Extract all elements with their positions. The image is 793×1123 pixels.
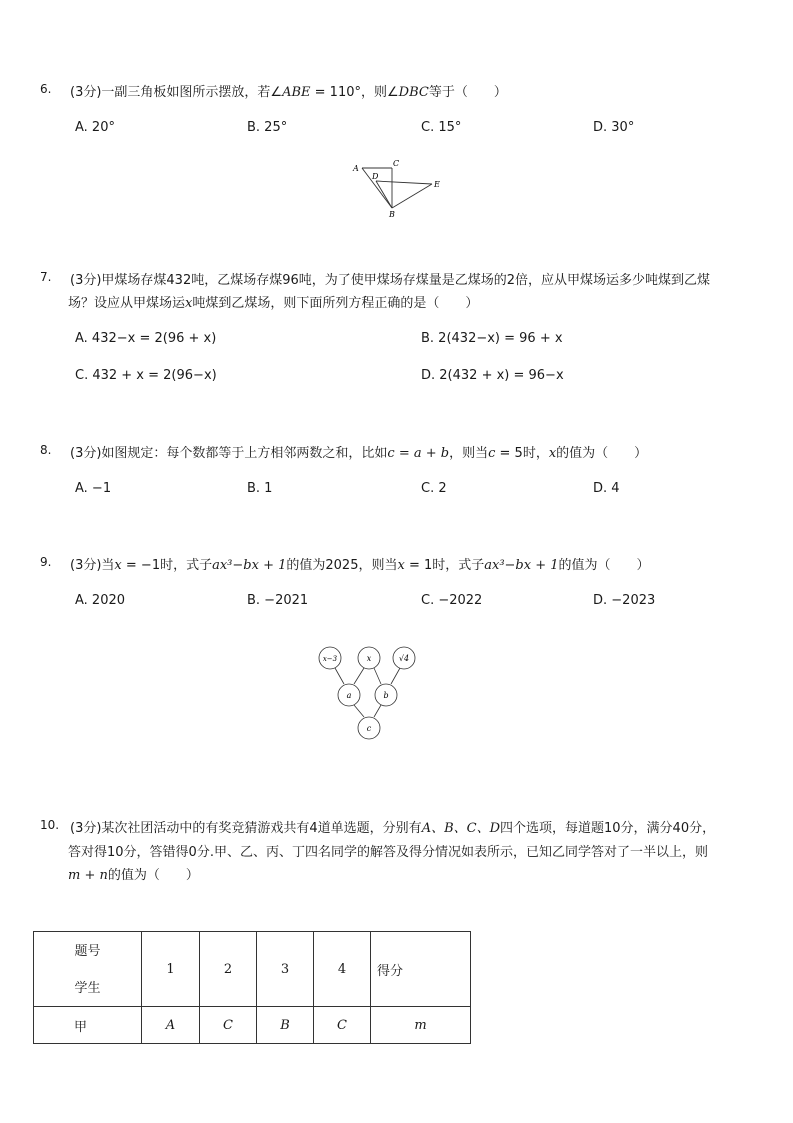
q6-triangle-figure (346, 155, 446, 221)
q8-stem-text: ，则当 (449, 446, 489, 461)
q8-stem-text: 的值为（ ） (556, 446, 648, 461)
q7-stem-text: 吨煤到乙煤场，则下面所列方程正确的是（ ） (192, 296, 479, 311)
row-answer-2: C (200, 1007, 257, 1044)
q10-stem-text: 的值为（ ） (107, 868, 199, 883)
q9-stem (70, 554, 650, 573)
q9-stem-text: 的值为（ ） (558, 558, 650, 573)
q6-option-d: D. 30° (593, 120, 635, 135)
q9-number: 9. (40, 555, 52, 569)
q9-stem-text: 的值为2025，则当 (286, 558, 398, 573)
q9-stem-math: x (114, 558, 122, 573)
q6-stem (70, 81, 507, 100)
q6-stem-math: ABE (282, 85, 311, 100)
q6-label-b: B (389, 210, 395, 219)
q6-option-b: B. 25° (247, 120, 288, 135)
column-header-4: 4 (314, 932, 371, 1007)
q6-number: 6. (40, 82, 52, 96)
column-header-score: 得分 (371, 932, 471, 1007)
q9-node-b: b (383, 691, 389, 700)
row-score: m (371, 1007, 471, 1044)
q6-label-a: A (353, 164, 359, 173)
q9-option-c: C. −2022 (421, 593, 483, 608)
q10-stem-line1 (70, 817, 715, 836)
q6-stem-text: = 110°，则∠ (310, 85, 399, 100)
q9-node-sqrt4: √4 (398, 654, 410, 663)
q7-option-b: B. 2(432−x) = 96 + x (421, 331, 563, 346)
q10-stem-text: (3分)某次社团活动中的有奖竞猜游戏共有4道单选题，分别有 (70, 821, 422, 836)
header-question-label: 题号 (74, 944, 101, 959)
column-header-3: 3 (257, 932, 314, 1007)
q6-label-d: D (372, 172, 379, 181)
q8-option-a: A. −1 (75, 481, 112, 496)
column-header-2: 2 (200, 932, 257, 1007)
q8-option-c: C. 2 (421, 481, 447, 496)
q9-stem-text: = 1时，式子 (404, 558, 485, 573)
q6-option-c: C. 15° (421, 120, 462, 135)
q8-stem-text: = 5时， (495, 446, 549, 461)
q8-stem-text: (3分)如图规定：每个数都等于上方相邻两数之和，比如 (70, 446, 388, 461)
q7-number: 7. (40, 270, 52, 284)
row-answer-4: C (314, 1007, 371, 1044)
q8-option-d: D. 4 (593, 481, 620, 496)
table-diagonal-header (34, 932, 142, 1007)
q7-option-a: A. 432−x = 2(96 + x) (75, 331, 217, 346)
q9-stem-text: (3分)当 (70, 558, 115, 573)
row-answer-1: A (142, 1007, 200, 1044)
q9-stem-math: ax³−bx + 1 (484, 558, 559, 573)
q9-node-x-minus-3: x−3 (322, 655, 338, 663)
q10-stem-line2: 答对得10分，答错得0分.甲、乙、丙、丁四名同学的解答及得分情况如表所示，已知乙同学答对了一半以上，则 (68, 845, 708, 860)
q9-node-x: x (366, 654, 372, 663)
q10-number: 10. (40, 818, 60, 832)
q6-stem-text: (3分)一副三角板如图所示摆放，若∠ (70, 85, 283, 100)
q6-stem-text: 等于（ ） (428, 85, 507, 100)
q10-stem-text: 四个选项，每道题10分，满分40分， (500, 821, 716, 836)
header-student-label: 学生 (74, 981, 101, 996)
q7-option-d: D. 2(432 + x) = 96−x (421, 368, 564, 383)
q8-option-b: B. 1 (247, 481, 273, 496)
q9-number-tree-figure (315, 643, 420, 743)
table-row (34, 1007, 471, 1044)
column-header-1: 1 (142, 932, 200, 1007)
q8-stem-math: c = a + b (387, 446, 450, 461)
q9-node-c: c (366, 724, 372, 733)
q7-stem-text: 场？设应从甲煤场运 (68, 296, 186, 311)
q8-stem-math: x (548, 446, 557, 461)
q10-stem-line3 (68, 864, 199, 883)
q6-label-e: E (434, 180, 440, 189)
q10-stem-math: A、B、C、D (421, 821, 500, 836)
q6-option-a: A. 20° (75, 120, 115, 135)
q10-score-table (33, 931, 471, 1044)
table-header-row (34, 932, 471, 1007)
q9-option-d: D. −2023 (593, 593, 656, 608)
q8-stem (70, 442, 647, 461)
q6-stem-math: DBC (398, 85, 429, 100)
q9-node-a: a (346, 691, 352, 700)
q9-stem-math: ax³−bx + 1 (212, 558, 287, 573)
q7-stem-math: x (185, 296, 193, 311)
q9-option-a: A. 2020 (75, 593, 126, 608)
q9-option-b: B. −2021 (247, 593, 309, 608)
q9-stem-text: = −1时，式子 (121, 558, 213, 573)
row-student-name: 甲 (34, 1007, 142, 1044)
q10-stem-math: m + n (68, 868, 108, 883)
q7-stem-line2 (68, 292, 478, 311)
q8-stem-math: c (488, 446, 496, 461)
q9-stem-math: x (397, 558, 405, 573)
q6-label-c: C (393, 159, 400, 168)
q7-option-c: C. 432 + x = 2(96−x) (75, 368, 217, 383)
row-answer-3: B (257, 1007, 314, 1044)
q7-stem-line1: (3分)甲煤场存煤432吨，乙煤场存煤96吨，为了使甲煤场存煤量是乙煤场的2倍，应从甲煤场运多少吨煤到乙煤 (70, 273, 711, 288)
q8-number: 8. (40, 443, 52, 457)
